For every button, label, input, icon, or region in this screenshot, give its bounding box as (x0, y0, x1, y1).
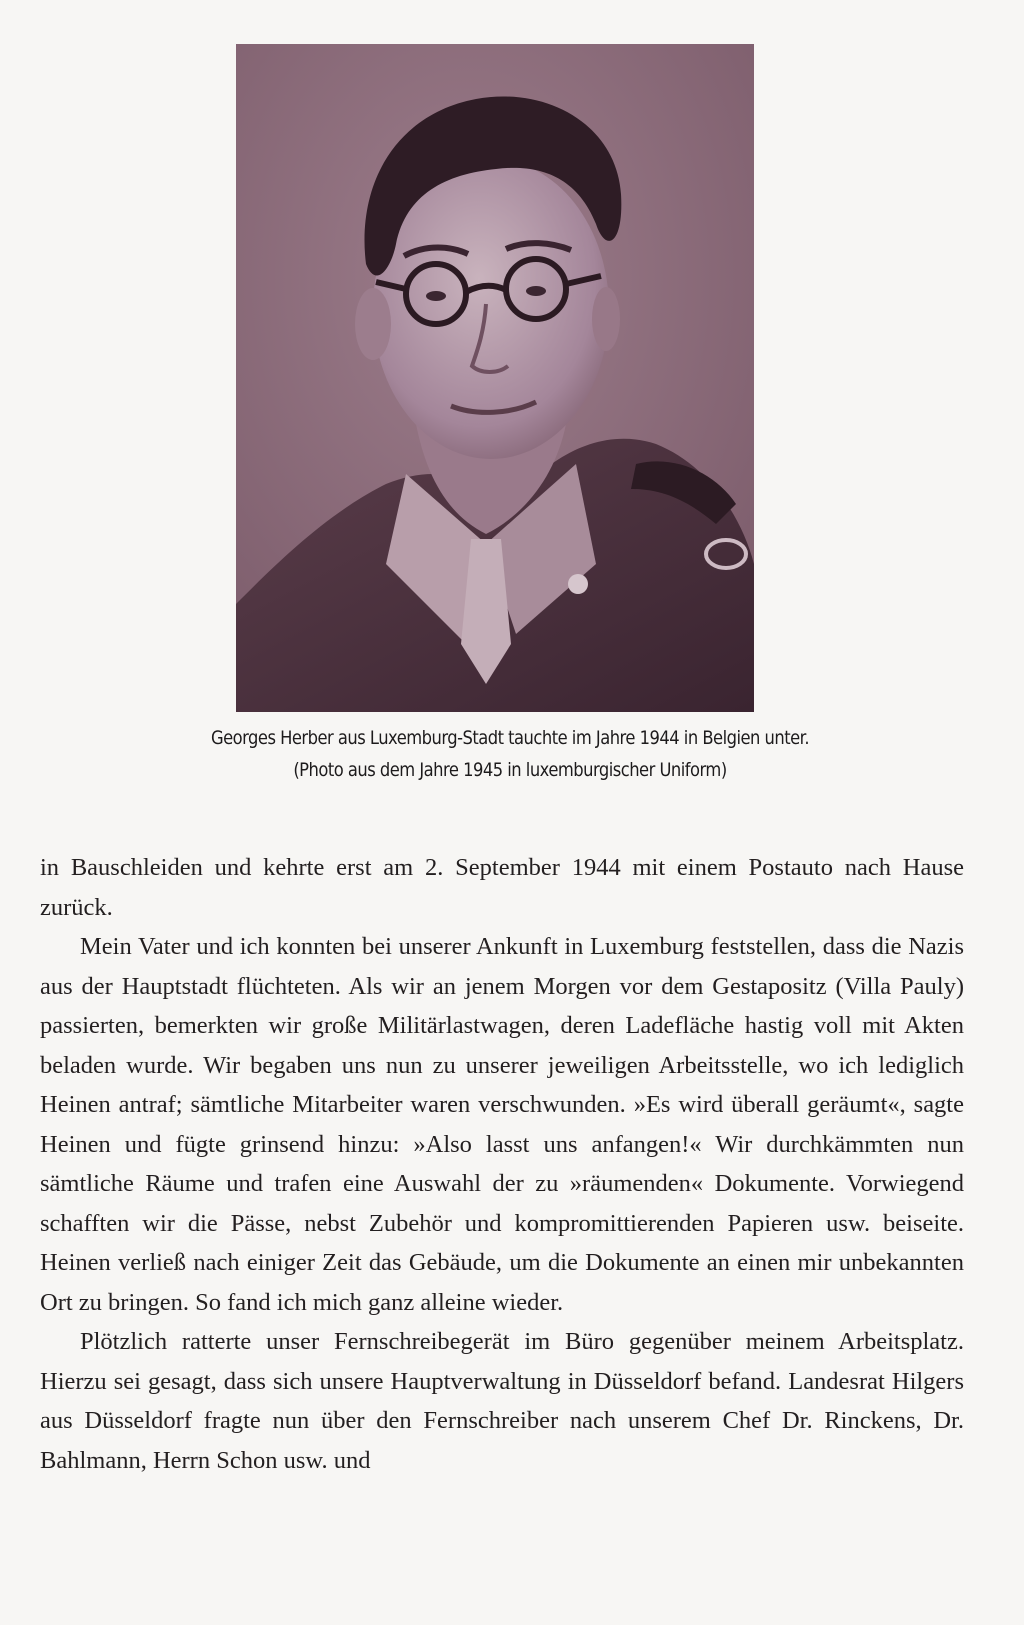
paragraph: Mein Vater und ich konnten bei unserer Ankunft in Luxemburg feststellen, dass die Nazis aus der Hauptstadt flüchteten. Als wir an jenem Morgen vor dem Gestapositz (Villa Pauly) passierten, bemerkten wir große Militärlastwagen, deren Ladefläche hastig voll mit Akten beladen wurde. Wir begaben uns nun zu unserer jeweiligen Arbeitsstelle, wo ich lediglich Heinen antraf; sämtliche Mitarbeiter waren verschwunden. »Es wird überall geräumt«, sagte Heinen und fügte grinsend hinzu: »Also lasst uns anfangen!« Wir durchkämmten nun sämtliche Räume und trafen eine Auswahl der zu »räumenden« Dokumente. Vorwiegend schafften wir die Pässe, nebst Zubehör und kompromittierenden Papieren usw. beiseite. Heinen verließ nach einiger Zeit das Gebäude, um die Dokumente an einen mir unbekannten Ort zu bringen. So fand ich mich ganz alleine wieder. (40, 933, 964, 1316)
figure-caption (175, 722, 846, 786)
caption-line-1: Georges Herber aus Luxemburg-Stadt tauchte im Jahre 1944 in Belgien unter. (210, 727, 810, 749)
paragraph: Plötzlich ratterte unser Fernschreibegerät im Büro gegenüber meinem Arbeitsplatz. Hierzu sei gesagt, dass sich unsere Hauptverwaltung in Düsseldorf befand. Landesrat Hilgers aus Düsseldorf fragte nun über den Fernschreiber nach unserem Chef Dr. Rinckens, Dr. Bahlmann, Herrn Schon usw. und (40, 1328, 964, 1474)
portrait-photo (236, 44, 754, 712)
portrait-image (236, 44, 754, 712)
body-text (40, 848, 964, 1480)
paragraph: in Bauschleiden und kehrte erst am 2. September 1944 mit einem Postauto nach Hause zurück. (40, 854, 964, 921)
caption-line-2: (Photo aus dem Jahre 1945 in luxemburgischer Uniform) (293, 759, 727, 781)
